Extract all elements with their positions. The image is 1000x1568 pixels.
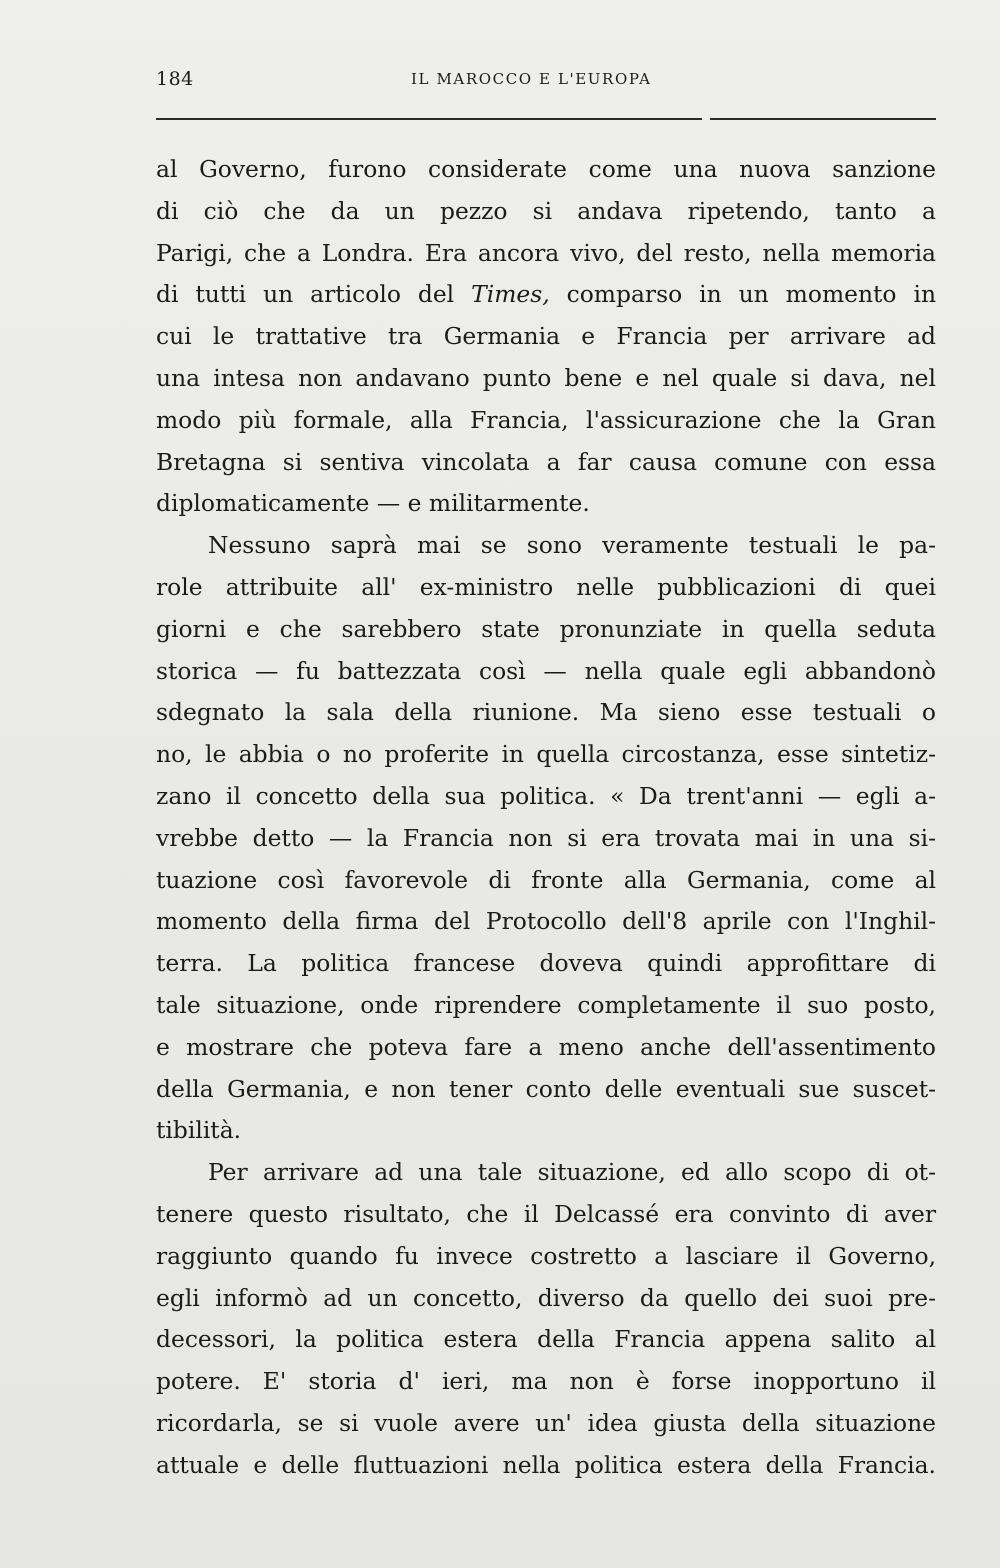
paragraph-1 bbox=[156, 149, 936, 525]
text-line: zano il concetto della sua politica. « Da trent'anni — egli a- bbox=[156, 781, 936, 810]
paragraph-2 bbox=[156, 525, 936, 1152]
text-line: storica — fu battezzata così — nella quale egli abbandonò bbox=[156, 656, 936, 685]
text-line: role attribuite all' ex-ministro nelle pubblicazioni di quei bbox=[156, 572, 936, 601]
text-line: della Germania, e non tener conto delle eventuali sue suscet- bbox=[156, 1074, 936, 1103]
text-line: attuale e delle fluttuazioni nella politica estera della Francia. bbox=[156, 1450, 936, 1479]
text-line: tibilità. bbox=[156, 1116, 242, 1145]
text-line: una intesa non andavano punto bene e nel quale si dava, nel bbox=[156, 363, 936, 392]
text-line: potere. E' storia d' ieri, ma non è forse inopportuno il bbox=[156, 1367, 936, 1396]
text-line: tuazione così favorevole di fronte alla Germania, come al bbox=[156, 865, 936, 894]
text-line: no, le abbia o no proferite in quella circostanza, esse sintetiz- bbox=[156, 740, 936, 769]
running-title: IL MAROCCO E L'EUROPA bbox=[411, 70, 652, 88]
paragraph-3 bbox=[156, 1152, 936, 1486]
text-line: Bretagna si sentiva vincolata a far causa comune con essa bbox=[156, 447, 936, 476]
body-text bbox=[156, 149, 936, 1487]
text-line: egli informò ad un concetto, diverso da quello dei suoi pre- bbox=[156, 1283, 936, 1312]
text-line: raggiunto quando fu invece costretto a lasciare il Governo, bbox=[156, 1241, 936, 1270]
page-number: 184 bbox=[156, 68, 194, 90]
page-header bbox=[156, 68, 936, 102]
text-line: momento della firma del Protocollo dell'8 aprile con l'Inghil- bbox=[156, 907, 936, 936]
text-line: di ciò che da un pezzo si andava ripetendo, tanto a bbox=[156, 196, 936, 225]
text-segment: di tutti un articolo del bbox=[156, 280, 455, 309]
text-line: Parigi, che a Londra. Era ancora vivo, del resto, nella memoria bbox=[156, 238, 936, 267]
text-line: sdegnato la sala della riunione. Ma sieno esse testuali o bbox=[156, 698, 936, 727]
text-line: e mostrare che poteva fare a meno anche dell'assentimento bbox=[156, 1032, 936, 1061]
header-rule-right bbox=[710, 118, 936, 120]
text-line: Nessuno saprà mai se sono veramente testuali le pa- bbox=[208, 531, 936, 560]
text-line: Per arrivare ad una tale situazione, ed allo scopo di ot- bbox=[208, 1158, 936, 1187]
text-line: al Governo, furono considerate come una nuova sanzione bbox=[156, 155, 936, 183]
text-line: cui le trattative tra Germania e Francia per arrivare ad bbox=[156, 322, 936, 351]
text-segment: comparso in un momento in bbox=[566, 280, 937, 309]
text-line-with-italic bbox=[156, 274, 936, 316]
text-line: decessori, la politica estera della Francia appena salito al bbox=[156, 1325, 936, 1354]
italic-title: Times, bbox=[471, 280, 550, 309]
header-rule-left bbox=[156, 118, 702, 120]
text-line: modo più formale, alla Francia, l'assicurazione che la Gran bbox=[156, 405, 936, 434]
text-line: tale situazione, onde riprendere completamente il suo posto, bbox=[156, 990, 936, 1019]
text-line: diplomaticamente — e militarmente. bbox=[156, 489, 590, 518]
text-line: vrebbe detto — la Francia non si era trovata mai in una si- bbox=[156, 823, 936, 852]
text-line: ricordarla, se si vuole avere un' idea giusta della situazione bbox=[156, 1408, 936, 1437]
text-line: giorni e che sarebbero state pronunziate in quella seduta bbox=[156, 614, 936, 643]
text-line: terra. La politica francese doveva quindi approfittare di bbox=[156, 949, 936, 978]
text-line: tenere questo risultato, che il Delcassé era convinto di aver bbox=[156, 1199, 936, 1228]
